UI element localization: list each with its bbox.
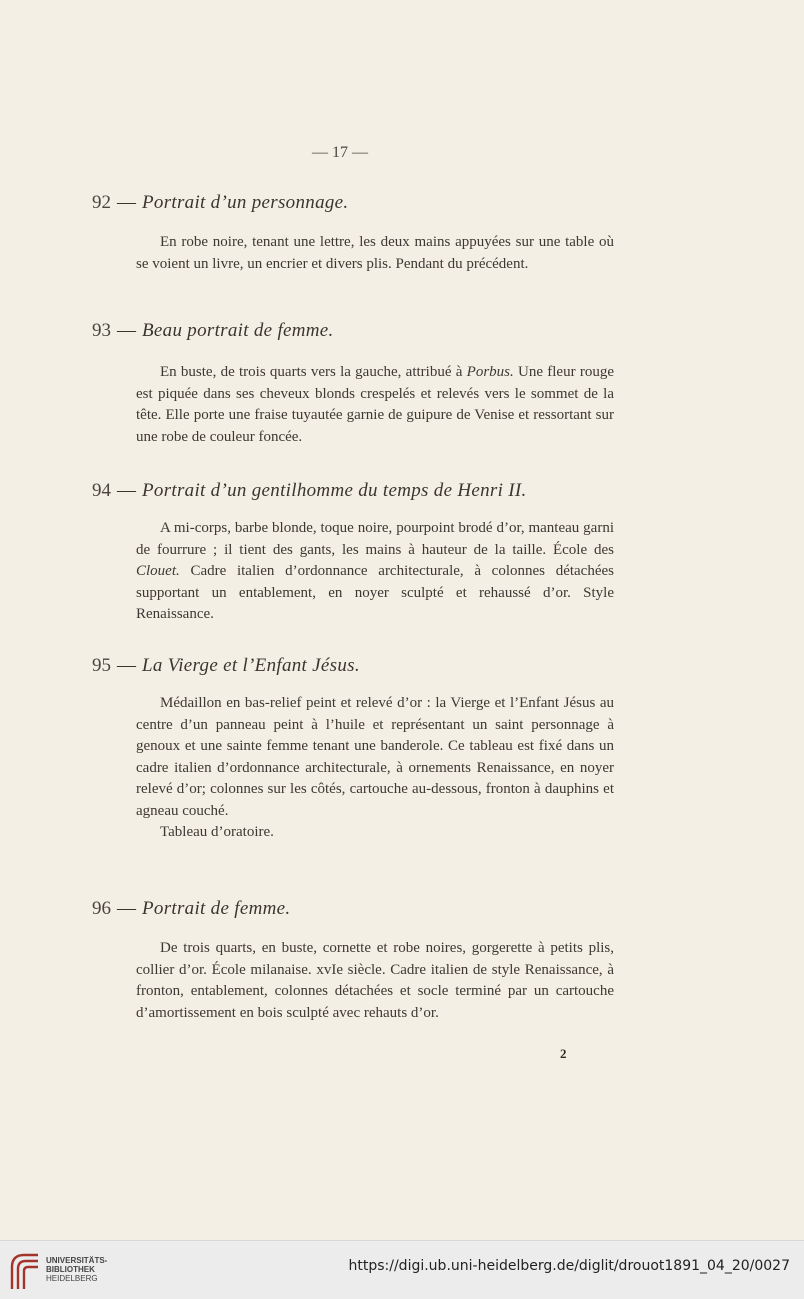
description-paragraph: Médaillon en bas-relief peint et relevé d’or : la Vierge et l’Enfant Jésus au centre d’un panneau peint à l’huile et représentant un saint personnage à genoux et une sainte femme tenant une banderole. Ce tableau est fixé dans un cadre italien d’ordonnance architecturale, à ornements Renaissance, en noyer relevé d’or; colonnes sur les côtés, cartouche au-dessous, fronton à dauphins et agneau couché. [136, 695, 614, 819]
entry-heading-94 [92, 480, 527, 502]
description-paragraph: Tableau d’oratoire. [160, 824, 274, 840]
entry-description-94 [136, 518, 614, 626]
entry-number: 93 [92, 320, 111, 341]
entry-number: 96 [92, 898, 111, 919]
entry-title: Portrait de femme. [142, 898, 291, 919]
signature-mark: 2 [560, 1046, 567, 1061]
description-paragraph [136, 518, 614, 626]
entry-description-93 [136, 362, 614, 448]
library-logo-icon [8, 1251, 42, 1291]
library-name-line: HEIDELBERG [46, 1274, 98, 1283]
entry-dash: — [117, 192, 136, 213]
library-name-line: BIBLIOTHEK [46, 1265, 95, 1274]
library-name [46, 1256, 107, 1283]
artist-name: Porbus. [466, 364, 514, 380]
entry-heading-92 [92, 192, 348, 214]
entry-number: 95 [92, 655, 111, 676]
entry-heading-95 [92, 655, 360, 677]
description-paragraph: De trois quarts, en buste, cornette et robe noires, gorgerette à petits plis, collier d’or. École milanaise. xvIe siècle. Cadre italien de style Renaissance, à fronton, entablement, colonnes détachées et socle terminé par un cartouche d’amortissement en bois sculpté avec rehauts d’or. [136, 940, 614, 1021]
entry-title: Portrait d’un gentilhomme du temps de Henri II. [142, 480, 527, 501]
permalink-url[interactable]: https://digi.ub.uni-heidelberg.de/diglit/drouot1891_04_20/0027 [348, 1258, 790, 1274]
description-text: Cadre italien d’ordonnance architecturale, à colonnes détachées supportant un entablement, en noyer sculpté et rehaussé d’or. Style Renaissance. [136, 563, 614, 622]
entry-title: Portrait d’un personnage. [142, 192, 349, 213]
entry-description-95 [136, 693, 614, 844]
entry-dash: — [117, 320, 136, 341]
entry-number: 94 [92, 480, 111, 501]
entry-number: 92 [92, 192, 111, 213]
description-text: En buste, de trois quarts vers la gauche, attribué à [160, 364, 467, 380]
entry-dash: — [117, 480, 136, 501]
description-paragraph: En robe noire, tenant une lettre, les deux mains appuyées sur une table où se voient un livre, un encrier et divers plis. Pendant du précédent. [136, 234, 614, 272]
page-number: — 17 — [312, 144, 368, 161]
entry-description-92 [136, 232, 614, 275]
entry-dash: — [117, 655, 136, 676]
entry-heading-93 [92, 320, 334, 342]
entry-heading-96 [92, 898, 290, 920]
library-name-line: UNIVERSITÄTS- [46, 1256, 108, 1265]
entry-title: La Vierge et l’Enfant Jésus. [142, 655, 360, 676]
entry-dash: — [117, 898, 136, 919]
entry-title: Beau portrait de femme. [142, 320, 334, 341]
viewer-footer [0, 1240, 804, 1299]
artist-name: Clouet. [136, 563, 180, 579]
description-text: A mi-corps, barbe blonde, toque noire, pourpoint brodé d’or, manteau garni de fourrure ; il tient des gants, les mains à hauteur de la taille. École des [136, 520, 614, 558]
entry-description-96 [136, 938, 614, 1024]
description-text: Une fleur rouge est piquée dans ses cheveux blonds crespelés et relevés vers le sommet de la tête. Elle porte une fraise tuyautée garnie de guipure de Venise et ressortant sur une robe de couleur foncée. [136, 364, 614, 445]
description-paragraph [136, 362, 614, 448]
